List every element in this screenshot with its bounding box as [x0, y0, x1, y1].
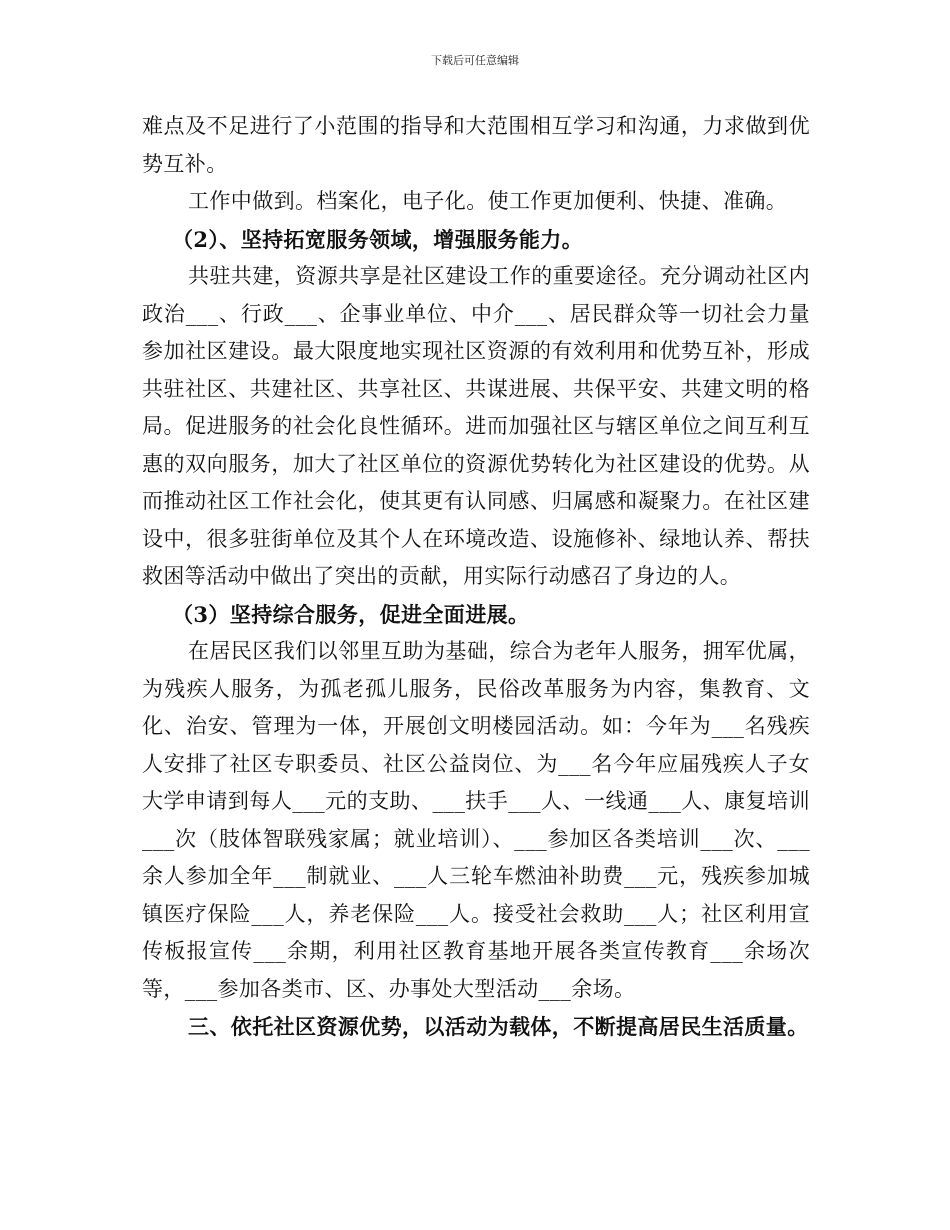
paragraph-co-building: 共驻共建，资源共享是社区建设工作的重要途径。充分调动社区内政治___、行政___、企事业单位、中介___、居民群众等一切社会力量参加社区建设。最大限度地实现社区资源的有效利用和优势互补，形成共驻社区、共建社区、共享社区、共谋进展、共保平安、共建文明的格局。促进服务的社会化良性循环。进而加强社区与辖区单位之间互利互惠的双向服务，加大了社区单位的资源优势转化为社区建设的优势。从而推动社区工作社会化，使其更有认同感、归属感和凝聚力。在社区建设中，很多驻街单位及其个人在环境改造、设施修补、绿地认养、帮扶救困等活动中做出了突出的贡献，用实际行动感召了身边的人。	[142, 264, 810, 588]
section-heading-3: （3）坚持综合服务，促进全面进展。	[172, 601, 530, 627]
paragraph-archiving: 工作中做到。档案化，电子化。使工作更加便利、快捷、准确。	[188, 189, 788, 213]
section-heading-2: （2）、坚持拓宽服务领域，增强服务能力。	[172, 226, 584, 252]
document-body	[142, 108, 810, 1046]
paragraph-continuation: 难点及不足进行了小范围的指导和大范围相互学习和沟通，力求做到优势互补。	[142, 114, 810, 176]
paragraph-comprehensive-service: 在居民区我们以邻里互助为基础，综合为老年人服务，拥军优属，为残疾人服务，为孤老孤儿服务，民俗改革服务为内容，集教育、文化、治安、管理为一体，开展创文明楼园活动。如：今年为___名残疾人安排了社区专职委员、社区公益岗位、为___名今年应届残疾人子女大学申请到每人___元的支助、___扶手___人、一线通___人、康复培训___次（肢体智联残家属；就业培训）、___参加区各类培训___次、___余人参加全年___制就业、___人三轮车燃油补助费___元，残疾参加城镇医疗保险___人，养老保险___人。接受社会救助___人；社区利用宣传板报宣传___余期，利用社区教育基地开展各类宣传教育___余场次等，___参加各类市、区、办事处大型活动___余场。	[142, 639, 810, 1001]
page-header: 下载后可任意编辑	[431, 54, 519, 67]
chapter-heading-3: 三、依托社区资源优势，以活动为载体，不断提高居民生活质量。	[188, 1014, 809, 1039]
